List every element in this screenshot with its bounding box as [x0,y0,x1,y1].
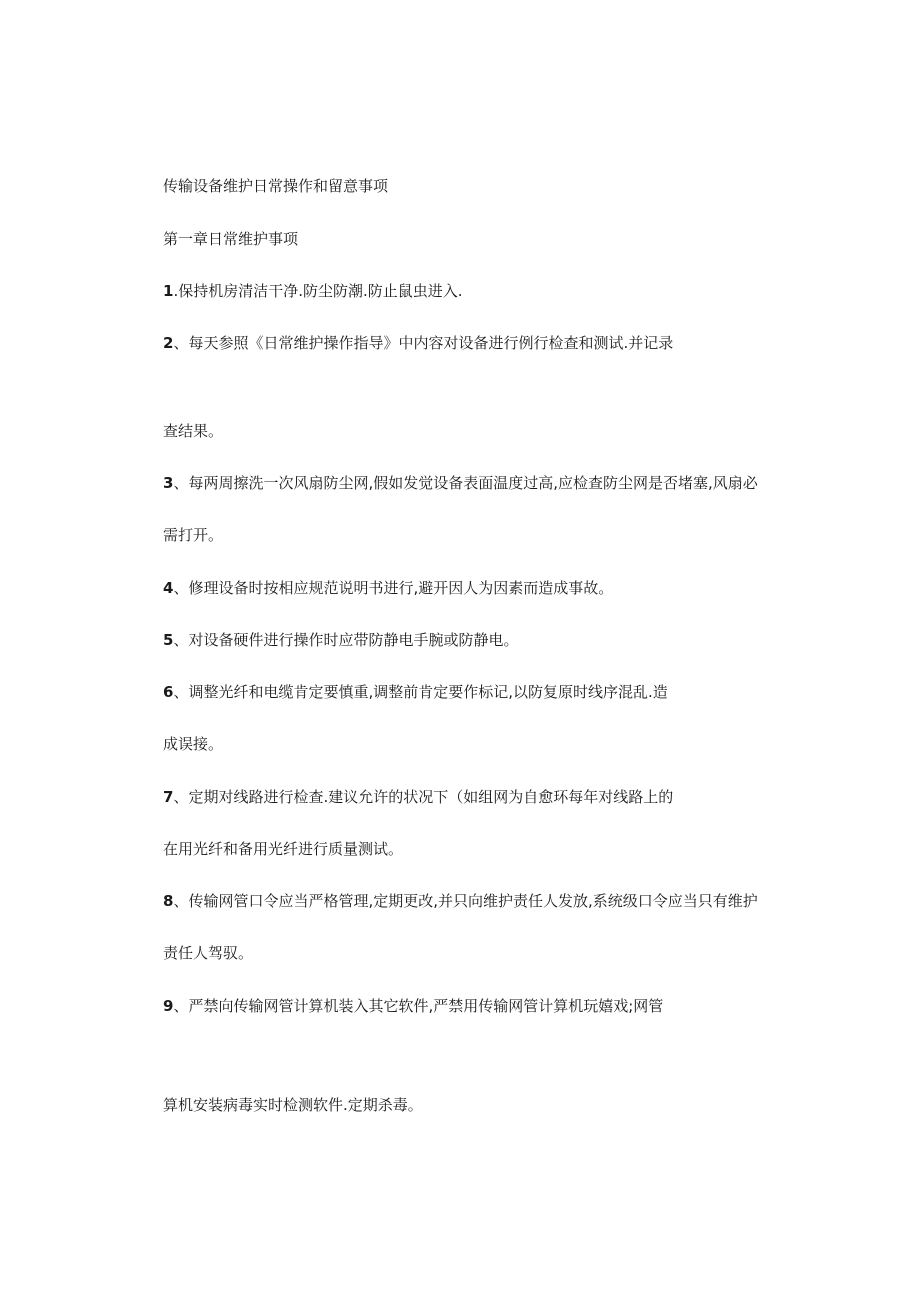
item-number: 7 [163,788,174,806]
document-title: 传输设备维护日常操作和留意事项 [163,177,389,195]
item-text: 、调整光纤和电缆肯定要慎重,调整前肯定要作标记,以防复原时线序混乱.造 [173,683,668,701]
item-text: 、传输网管口令应当严格管理,定期更改,并只向维护责任人发放,系统级口令应当只有维护 [173,892,758,910]
item-text: 、定期对线路进行检查.建议允许的状况下（如组网为自愈环每年对线路上的 [173,788,674,806]
item-text: 、每两周擦洗一次风扇防尘网,假如发觉设备表面温度过高,应检查防尘网是否堵塞,风扇必 [173,474,758,492]
item-text: 算机安装病毒实时检测软件.定期杀毒。 [163,1096,423,1114]
list-item-continuation [163,734,223,754]
list-item-continuation [163,525,223,545]
item-number: 9 [163,997,174,1015]
item-text: 、对设备硬件进行操作时应带防静电手腕或防静电。 [173,631,519,649]
list-item [163,333,673,353]
item-number: 4 [163,579,174,597]
list-item [163,473,758,493]
item-text: 、严禁向传输网管计算机装入其它软件,严禁用传输网管计算机玩嬉戏;网管 [173,997,664,1015]
item-text: 、每天参照《日常维护操作指导》中内容对设备进行例行检查和测试.并记录 [173,334,674,352]
list-item-continuation [163,839,403,859]
list-item [163,996,663,1016]
list-item-continuation [163,1095,423,1115]
item-text: 、修理设备时按相应规范说明书进行,避开因人为因素而造成事故。 [173,579,614,597]
list-item-continuation [163,421,223,441]
item-number: 1 [163,282,174,300]
list-item-continuation [163,943,253,963]
item-text: 查结果。 [163,422,224,440]
item-number: 5 [163,631,174,649]
list-item [163,682,668,702]
list-item [163,630,518,650]
item-text: 成误接。 [163,735,224,753]
list-item [163,891,758,911]
list-item [163,281,463,301]
list-item [163,578,613,598]
item-text: 需打开。 [163,526,224,544]
item-text: .保持机房清洁干净.防尘防潮.防止鼠虫进入. [173,282,463,300]
item-number: 6 [163,683,174,701]
item-text: 在用光纤和备用光纤进行质量测试。 [163,840,404,858]
item-number: 3 [163,474,174,492]
item-number: 2 [163,334,174,352]
item-number: 8 [163,892,174,910]
chapter-heading: 第一章日常维护事项 [163,230,299,248]
list-item [163,787,673,807]
item-text: 责任人驾驭。 [163,944,254,962]
